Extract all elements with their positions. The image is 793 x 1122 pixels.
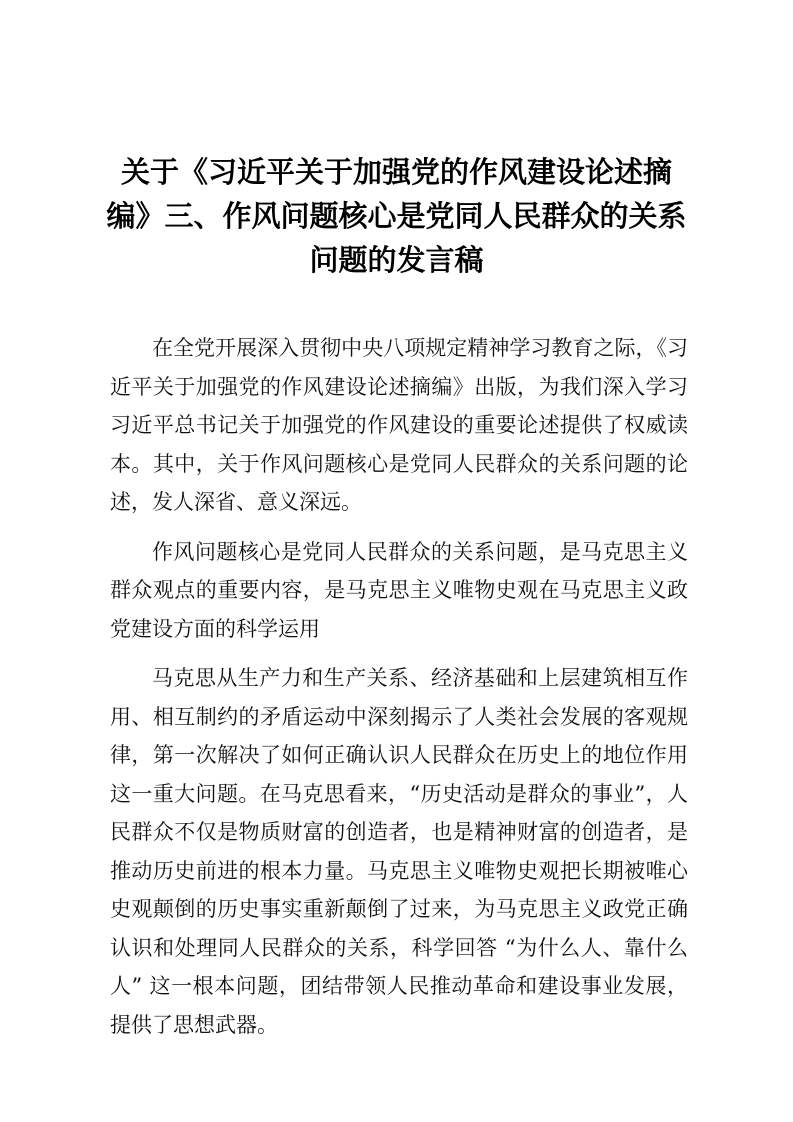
document-body <box>110 329 688 1055</box>
paragraph-1: 在全党开展深入贯彻中央八项规定精神学习教育之际，《习近平关于加强党的作风建设论述摘编》出版，为我们深入学习习近平总书记关于加强党的作风建设的重要论述提供了权威读本。其中，关于作风问题核心是党同人民群众的关系问题的论述，发人深省、意义深远。 <box>110 336 688 514</box>
document-title <box>100 150 693 282</box>
title-line-3: 问题的发言稿 <box>309 243 484 277</box>
paragraph-2: 作风问题核心是党同人民群众的关系问题，是马克思主义群众观点的重要内容，是马克思主义唯物史观在马克思主义政党建设方面的科学运用 <box>110 539 688 641</box>
title-line-1: 关于《习近平关于加强党的作风建设论述摘 <box>120 155 672 189</box>
paragraph-3: 马克思从生产力和生产关系、经济基础和上层建筑相互作用、相互制约的矛盾运动中深刻揭示了人类社会发展的客观规律，第一次解决了如何正确认识人民群众在历史上的地位作用这一重大问题。在马克思看来，“历史活动是群众的事业”，人民群众不仅是物质财富的创造者，也是精神财富的创造者，是推动历史前进的根本力量。马克思主义唯物史观把长期被唯心史观颠倒的历史事实重新颠倒了过来，为马克思主义政党正确认识和处理同人民群众的关系，科学回答 “为什么人、靠什么人” 这一根本问题，团结带领人民推动革命和建设事业发展，提供了思想武器。 <box>110 666 688 1037</box>
title-line-2: 编》三、作风问题核心是党同人民群众的关系 <box>106 199 687 233</box>
